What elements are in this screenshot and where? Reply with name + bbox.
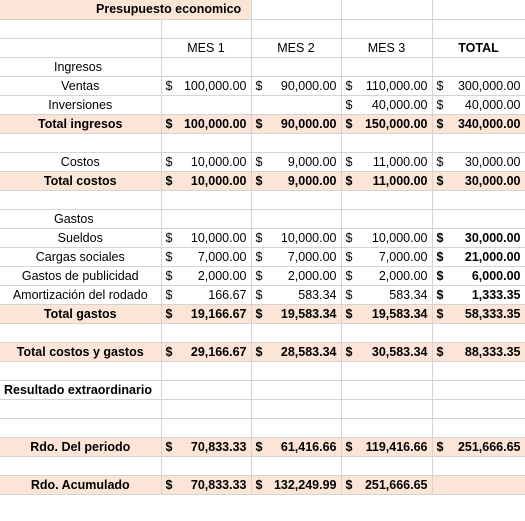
amount: 100,000.00 (183, 116, 247, 131)
cell[interactable] (432, 19, 525, 38)
value-cell[interactable] (161, 380, 251, 399)
header-mes-3[interactable]: MES 3 (341, 38, 432, 57)
amount: 583.34 (298, 287, 337, 302)
amount: 10,000.00 (190, 230, 247, 245)
total-cell[interactable] (432, 475, 525, 494)
header-row (0, 38, 525, 57)
cell[interactable] (0, 190, 161, 209)
value-cell[interactable] (161, 437, 251, 456)
amount: 30,000.00 (464, 154, 521, 169)
amount: 90,000.00 (280, 116, 337, 131)
currency-symbol: $ (255, 344, 263, 359)
value-cell[interactable] (251, 76, 341, 95)
value-cell[interactable] (341, 247, 432, 266)
total-cell[interactable] (432, 342, 525, 361)
cell[interactable] (0, 19, 161, 38)
value-cell[interactable] (161, 266, 251, 285)
row-label[interactable]: Amortización del rodado (0, 285, 161, 304)
amount: 2,000.00 (287, 268, 337, 283)
row-rdo-periodo (0, 437, 525, 456)
currency-symbol: $ (345, 173, 353, 188)
empty-row (0, 133, 525, 152)
amount: 7,000.00 (378, 249, 428, 264)
cell[interactable] (341, 456, 432, 475)
value-cell[interactable] (341, 285, 432, 304)
amount: 21,000.00 (464, 249, 521, 264)
value-cell[interactable] (251, 475, 341, 494)
amount: 40,000.00 (464, 97, 521, 112)
cell[interactable] (251, 19, 341, 38)
currency-symbol: $ (436, 287, 444, 302)
amount: 28,583.34 (280, 344, 337, 359)
amount: 30,000.00 (464, 173, 521, 188)
total-cell[interactable] (432, 285, 525, 304)
currency-symbol: $ (255, 154, 263, 169)
header-total[interactable]: TOTAL (432, 38, 525, 57)
currency-symbol: $ (255, 230, 263, 245)
amount: 61,416.66 (280, 439, 337, 454)
currency-symbol: $ (345, 439, 353, 454)
value-cell[interactable] (161, 76, 251, 95)
cell[interactable] (161, 456, 251, 475)
row-label[interactable]: Cargas sociales (0, 247, 161, 266)
value-cell[interactable] (341, 475, 432, 494)
total-cell[interactable] (432, 95, 525, 114)
row-label[interactable]: Total gastos (0, 304, 161, 323)
value-cell[interactable] (251, 152, 341, 171)
currency-symbol: $ (165, 154, 173, 169)
row-rdo-acumulado (0, 475, 525, 494)
amount: 9,000.00 (287, 173, 337, 188)
value-cell[interactable] (341, 304, 432, 323)
cell[interactable] (161, 399, 251, 418)
value-cell[interactable] (161, 152, 251, 171)
value-cell[interactable] (251, 247, 341, 266)
cell[interactable] (161, 133, 251, 152)
cell[interactable] (161, 418, 251, 437)
currency-symbol: $ (255, 249, 263, 264)
currency-symbol: $ (345, 116, 353, 131)
currency-symbol: $ (165, 344, 173, 359)
cell[interactable] (161, 57, 251, 76)
empty-row (0, 456, 525, 475)
row-label[interactable]: Rdo. Del periodo (0, 437, 161, 456)
header-mes-1[interactable]: MES 1 (161, 38, 251, 57)
currency-symbol: $ (436, 344, 444, 359)
cell[interactable] (341, 399, 432, 418)
cell[interactable] (341, 133, 432, 152)
value-cell[interactable] (161, 285, 251, 304)
cell[interactable] (341, 209, 432, 228)
cell[interactable] (251, 361, 341, 380)
amount: 150,000.00 (364, 116, 428, 131)
amount: 583.34 (389, 287, 428, 302)
amount: 166.67 (208, 287, 247, 302)
cell[interactable] (341, 57, 432, 76)
amount: 10,000.00 (190, 154, 247, 169)
cell[interactable] (341, 0, 432, 19)
currency-symbol: $ (255, 78, 263, 93)
total-cell[interactable] (432, 437, 525, 456)
value-cell[interactable] (251, 114, 341, 133)
currency-symbol: $ (255, 116, 263, 131)
currency-symbol: $ (436, 230, 444, 245)
currency-symbol: $ (436, 154, 444, 169)
cell[interactable] (0, 133, 161, 152)
amount: 70,833.33 (190, 439, 247, 454)
section-row (0, 57, 525, 76)
value-cell[interactable] (251, 437, 341, 456)
row-extraordinario (0, 380, 525, 399)
value-cell[interactable] (251, 266, 341, 285)
row-inversiones (0, 95, 525, 114)
row-amortizacion (0, 285, 525, 304)
amount: 9,000.00 (287, 154, 337, 169)
amount: 251,666.65 (364, 477, 428, 492)
value-cell[interactable] (251, 380, 341, 399)
amount: 90,000.00 (280, 78, 337, 93)
total-cell[interactable] (432, 152, 525, 171)
cell[interactable] (432, 57, 525, 76)
row-costos (0, 152, 525, 171)
empty-row (0, 361, 525, 380)
cell[interactable] (161, 190, 251, 209)
cell[interactable] (251, 57, 341, 76)
currency-symbol: $ (255, 268, 263, 283)
currency-symbol: $ (436, 173, 444, 188)
currency-symbol: $ (165, 249, 173, 264)
total-cell[interactable] (432, 266, 525, 285)
value-cell[interactable] (161, 342, 251, 361)
value-cell[interactable] (161, 114, 251, 133)
row-total-ingresos (0, 114, 525, 133)
value-cell[interactable] (341, 342, 432, 361)
row-total-costos (0, 171, 525, 190)
total-cell[interactable] (432, 380, 525, 399)
row-label[interactable]: Ventas (0, 76, 161, 95)
currency-symbol: $ (345, 230, 353, 245)
currency-symbol: $ (345, 97, 353, 112)
row-publicidad (0, 266, 525, 285)
amount: 132,249.99 (273, 477, 337, 492)
row-label[interactable]: Costos (0, 152, 161, 171)
value-cell[interactable] (251, 95, 341, 114)
currency-symbol: $ (345, 287, 353, 302)
cell[interactable] (432, 323, 525, 342)
amount: 2,000.00 (197, 268, 247, 283)
currency-symbol: $ (255, 287, 263, 302)
value-cell[interactable] (341, 76, 432, 95)
amount: 340,000.00 (457, 116, 521, 131)
amount: 251,666.65 (457, 439, 521, 454)
cell[interactable] (251, 190, 341, 209)
currency-symbol: $ (255, 477, 263, 492)
amount: 10,000.00 (371, 230, 428, 245)
cell[interactable] (0, 456, 161, 475)
value-cell[interactable] (161, 304, 251, 323)
total-cell[interactable] (432, 171, 525, 190)
amount: 11,000.00 (372, 173, 428, 188)
empty-row (0, 190, 525, 209)
currency-symbol: $ (165, 306, 173, 321)
empty-row (0, 399, 525, 418)
amount: 6,000.00 (471, 268, 521, 283)
value-cell[interactable] (251, 304, 341, 323)
amount: 29,166.67 (190, 344, 247, 359)
amount: 300,000.00 (457, 78, 521, 93)
amount: 88,333.35 (464, 344, 521, 359)
currency-symbol: $ (345, 249, 353, 264)
amount: 11,000.00 (372, 154, 428, 169)
total-cell[interactable] (432, 228, 525, 247)
value-cell[interactable] (251, 171, 341, 190)
currency-symbol: $ (436, 116, 444, 131)
row-total-gastos (0, 304, 525, 323)
row-label[interactable]: Inversiones (0, 95, 161, 114)
value-cell[interactable] (161, 171, 251, 190)
value-cell[interactable] (341, 171, 432, 190)
cell[interactable] (251, 0, 341, 19)
cell[interactable] (251, 133, 341, 152)
value-cell[interactable] (161, 475, 251, 494)
total-cell[interactable] (432, 304, 525, 323)
section-gastos-label[interactable]: Gastos (0, 209, 161, 228)
cell[interactable] (0, 399, 161, 418)
row-sueldos (0, 228, 525, 247)
currency-symbol: $ (165, 116, 173, 131)
empty-row (0, 19, 525, 38)
cell[interactable] (432, 0, 525, 19)
amount: 58,333.35 (464, 306, 521, 321)
row-label[interactable]: Total ingresos (0, 114, 161, 133)
currency-symbol: $ (436, 249, 444, 264)
cell[interactable] (0, 361, 161, 380)
section-ingresos-label[interactable]: Ingresos (0, 57, 161, 76)
value-cell[interactable] (341, 266, 432, 285)
amount: 110,000.00 (365, 78, 428, 93)
cell[interactable] (341, 190, 432, 209)
amount: 70,833.33 (190, 477, 247, 492)
cell[interactable] (341, 323, 432, 342)
currency-symbol: $ (436, 439, 444, 454)
cell[interactable] (432, 456, 525, 475)
total-cell[interactable] (432, 247, 525, 266)
row-label[interactable]: Gastos de publicidad (0, 266, 161, 285)
cell[interactable] (432, 418, 525, 437)
cell[interactable] (432, 209, 525, 228)
value-cell[interactable] (341, 114, 432, 133)
total-cell[interactable] (432, 76, 525, 95)
currency-symbol: $ (165, 268, 173, 283)
cell[interactable] (341, 418, 432, 437)
value-cell[interactable] (251, 342, 341, 361)
cell[interactable] (0, 323, 161, 342)
cell[interactable] (0, 38, 161, 57)
currency-symbol: $ (345, 477, 353, 492)
cell[interactable] (0, 418, 161, 437)
value-cell[interactable] (251, 228, 341, 247)
value-cell[interactable] (341, 152, 432, 171)
cell[interactable] (432, 361, 525, 380)
amount: 7,000.00 (287, 249, 337, 264)
currency-symbol: $ (345, 154, 353, 169)
empty-row (0, 323, 525, 342)
value-cell[interactable] (341, 437, 432, 456)
amount: 19,583.34 (280, 306, 337, 321)
currency-symbol: $ (345, 268, 353, 283)
amount: 10,000.00 (280, 230, 337, 245)
cell[interactable] (341, 19, 432, 38)
amount: 2,000.00 (378, 268, 428, 283)
row-total-cyg (0, 342, 525, 361)
amount: 19,583.34 (371, 306, 428, 321)
currency-symbol: $ (345, 78, 353, 93)
value-cell[interactable] (161, 247, 251, 266)
header-mes-2[interactable]: MES 2 (251, 38, 341, 57)
value-cell[interactable] (341, 95, 432, 114)
currency-symbol: $ (255, 173, 263, 188)
row-cargas (0, 247, 525, 266)
cell[interactable] (251, 418, 341, 437)
value-cell[interactable] (161, 95, 251, 114)
amount: 19,166.67 (190, 306, 247, 321)
empty-row (0, 418, 525, 437)
currency-symbol: $ (165, 173, 173, 188)
currency-symbol: $ (345, 344, 353, 359)
amount: 40,000.00 (371, 97, 428, 112)
currency-symbol: $ (165, 477, 173, 492)
cell[interactable] (432, 133, 525, 152)
row-label[interactable]: Resultado extraordinario (0, 380, 161, 399)
sheet-title[interactable]: Presupuesto economico (0, 0, 251, 19)
currency-symbol: $ (255, 439, 263, 454)
amount: 100,000.00 (183, 78, 247, 93)
amount: 1,333.35 (471, 287, 521, 302)
value-cell[interactable] (161, 228, 251, 247)
cell[interactable] (161, 209, 251, 228)
row-label[interactable]: Total costos (0, 171, 161, 190)
amount: 119,416.66 (365, 439, 428, 454)
cell[interactable] (161, 323, 251, 342)
value-cell[interactable] (341, 228, 432, 247)
row-label[interactable]: Total costos y gastos (0, 342, 161, 361)
cell[interactable] (432, 190, 525, 209)
cell[interactable] (161, 361, 251, 380)
cell[interactable] (251, 323, 341, 342)
currency-symbol: $ (436, 306, 444, 321)
value-cell[interactable] (341, 380, 432, 399)
cell[interactable] (341, 361, 432, 380)
cell[interactable] (251, 209, 341, 228)
amount: 7,000.00 (197, 249, 247, 264)
total-cell[interactable] (432, 114, 525, 133)
amount: 30,583.34 (371, 344, 428, 359)
cell[interactable] (161, 19, 251, 38)
currency-symbol: $ (436, 268, 444, 283)
amount: 30,000.00 (464, 230, 521, 245)
currency-symbol: $ (255, 306, 263, 321)
row-ventas (0, 76, 525, 95)
cell[interactable] (251, 399, 341, 418)
currency-symbol: $ (165, 230, 173, 245)
value-cell[interactable] (251, 285, 341, 304)
amount: 10,000.00 (190, 173, 247, 188)
cell[interactable] (432, 399, 525, 418)
title-row (0, 0, 525, 19)
currency-symbol: $ (436, 78, 444, 93)
currency-symbol: $ (436, 97, 444, 112)
currency-symbol: $ (165, 439, 173, 454)
row-label[interactable]: Rdo. Acumulado (0, 475, 161, 494)
currency-symbol: $ (165, 287, 173, 302)
cell[interactable] (251, 456, 341, 475)
section-row (0, 209, 525, 228)
currency-symbol: $ (165, 78, 173, 93)
row-label[interactable]: Sueldos (0, 228, 161, 247)
currency-symbol: $ (345, 306, 353, 321)
